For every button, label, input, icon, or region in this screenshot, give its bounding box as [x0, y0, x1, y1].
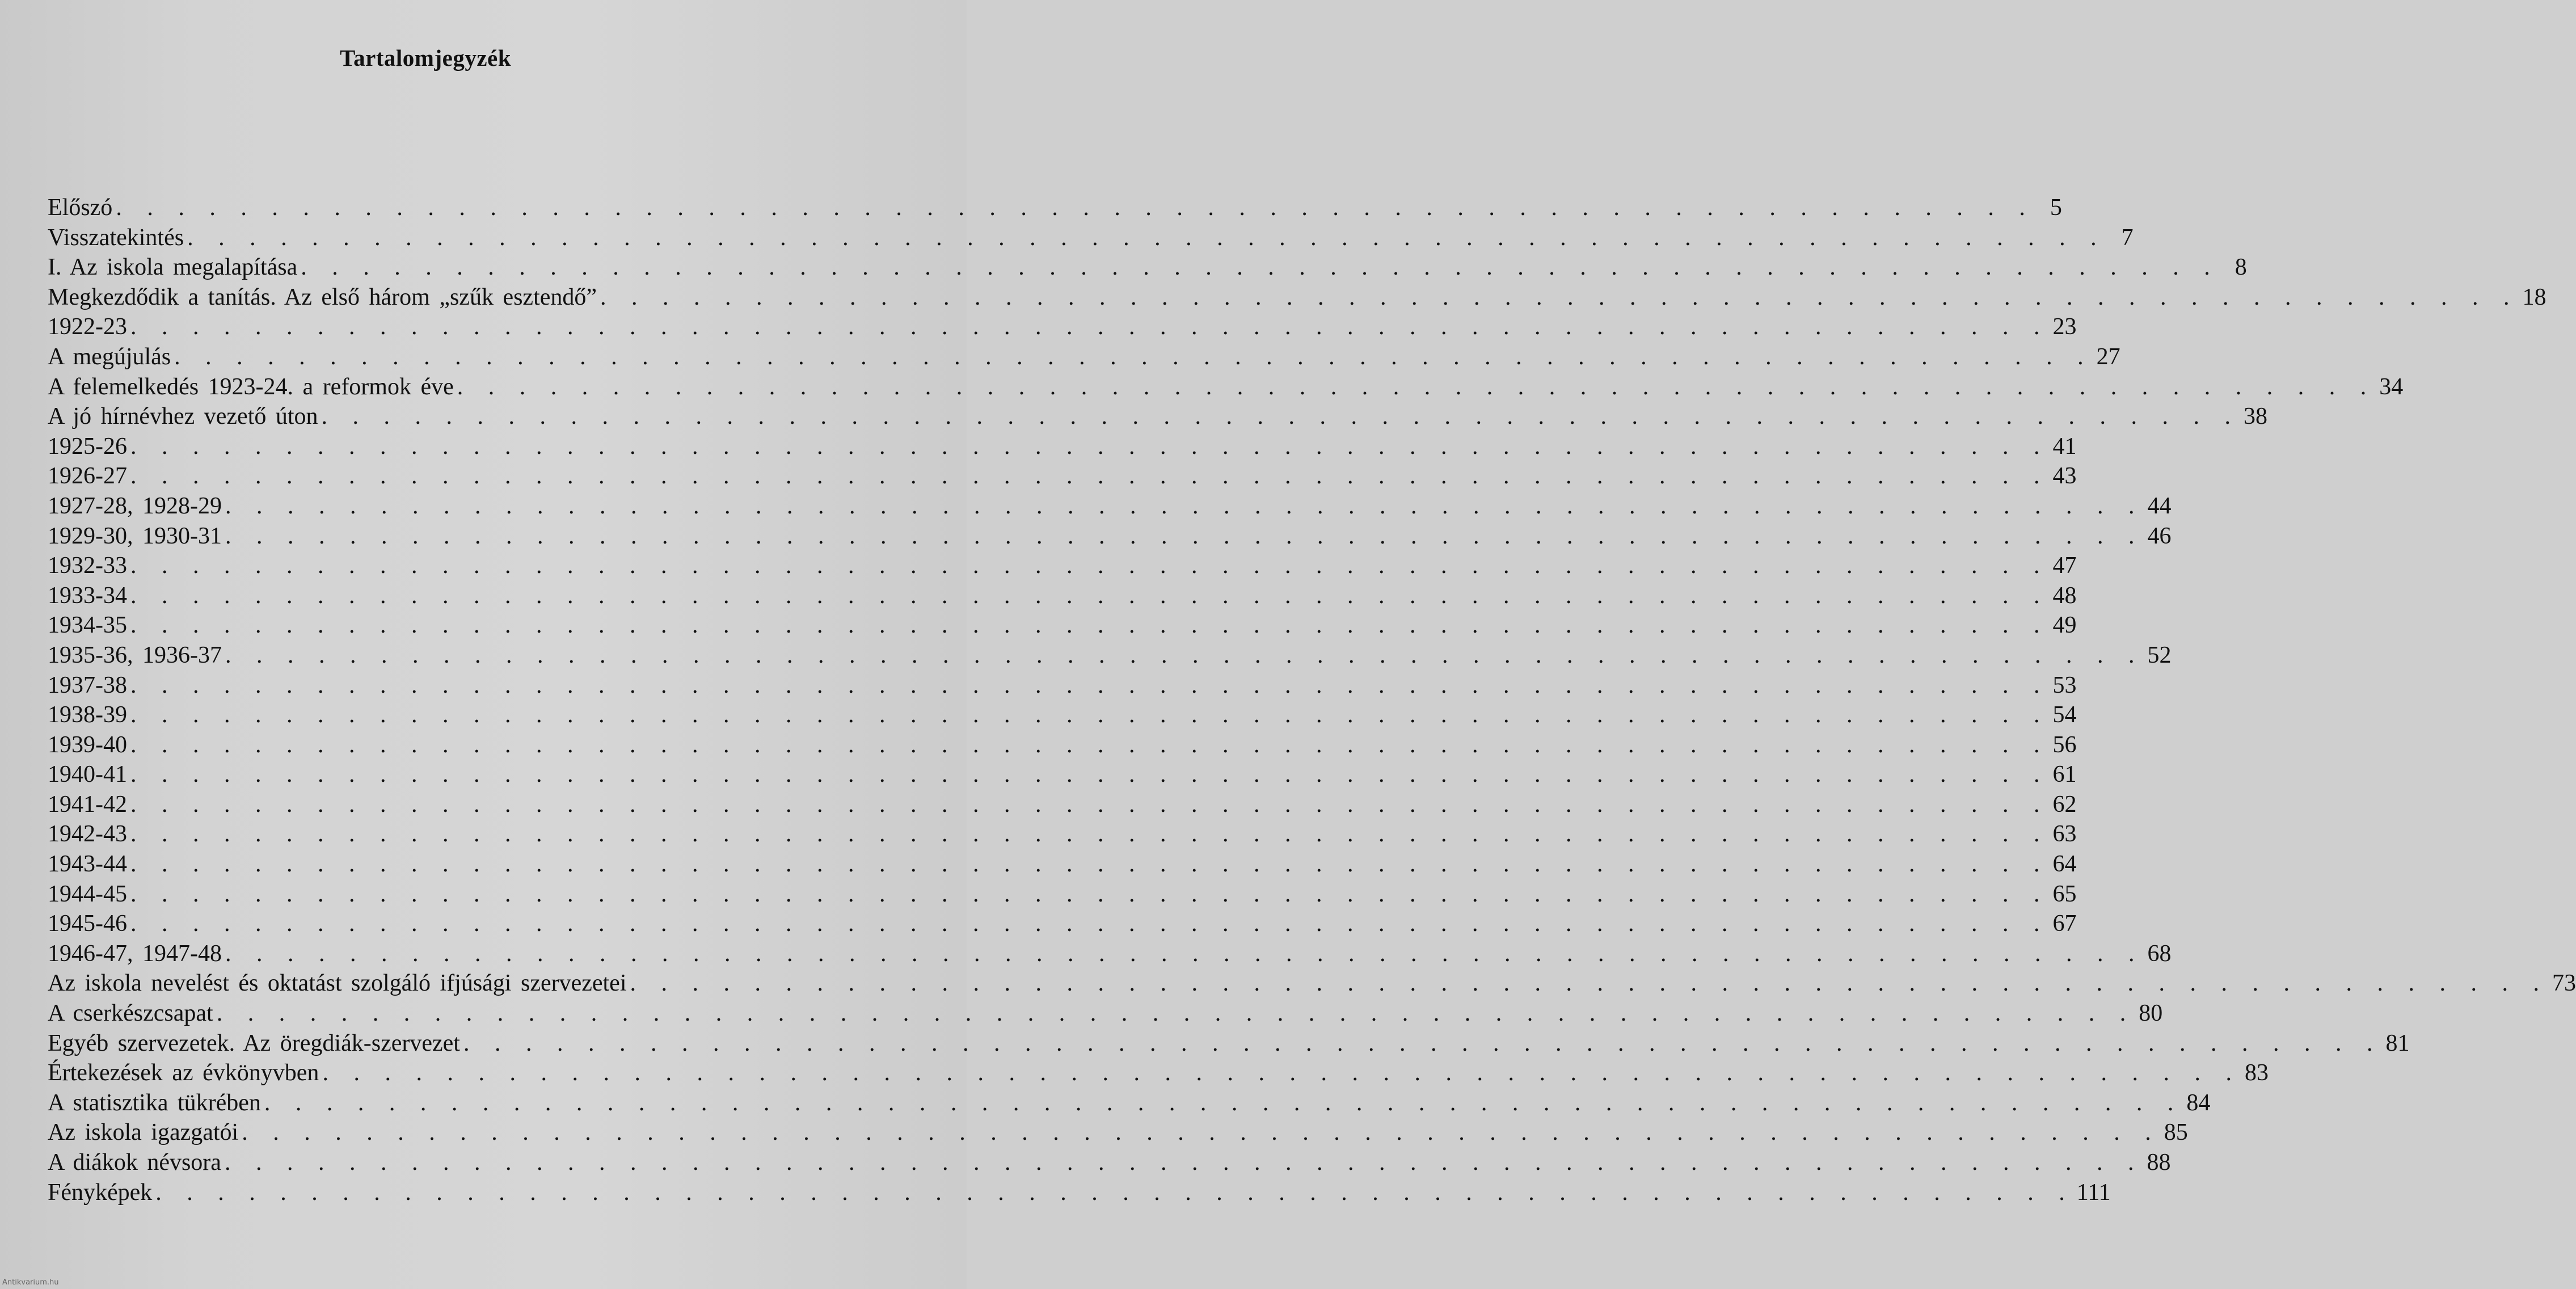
- toc-entry: [48, 193, 2062, 223]
- toc-page-number: 56: [2052, 731, 2077, 758]
- dot-leader: . . . . . . . . . . . . . . . . . . . . . . . . . . . . . . . . . . . . . . . . . . . . . . . . . . . . . . . . . . . . . .: [630, 970, 2549, 997]
- dot-leader: . . . . . . . . . . . . . . . . . . . . . . . . . . . . . . . . . . . . . . . . . . . . . . . . . . . . . . . . . . . . . .: [130, 553, 2050, 579]
- toc-entry-title: 1937-38: [48, 672, 127, 698]
- toc-page-number: 62: [2052, 791, 2077, 818]
- dot-leader: . . . . . . . . . . . . . . . . . . . . . . . . . . . . . . . . . . . . . . . . . . . . . . . . . . . . . . . . . . . . . .: [130, 821, 2050, 848]
- toc-page-number: 111: [2076, 1179, 2111, 1206]
- dot-leader: . . . . . . . . . . . . . . . . . . . . . . . . . . . . . . . . . . . . . . . . . . . . . . . . . . . . . . . . . . . . . .: [130, 851, 2050, 878]
- toc-page-number: 67: [2052, 911, 2077, 937]
- toc-page-number: 63: [2052, 821, 2077, 848]
- dot-leader: . . . . . . . . . . . . . . . . . . . . . . . . . . . . . . . . . . . . . . . . . . . . . . . . . . . . . . . . . . . . . .: [174, 343, 2093, 370]
- toc-entry: [48, 312, 2077, 342]
- toc-entry-title: Megkezdődik a tanítás. Az első három „szűk esztendő”: [48, 284, 597, 310]
- toc-entry-title: 1944-45: [48, 881, 127, 907]
- toc-entry: [48, 402, 2268, 432]
- toc-entry: [48, 521, 2172, 551]
- toc-entry-title: 1938-39: [48, 702, 127, 728]
- dot-leader: . . . . . . . . . . . . . . . . . . . . . . . . . . . . . . . . . . . . . . . . . . . . . . . . . . . . . . . . . . . . . .: [155, 1179, 2075, 1206]
- toc-page-number: 48: [2052, 582, 2077, 609]
- toc-entry: [48, 432, 2077, 462]
- dot-leader: . . . . . . . . . . . . . . . . . . . . . . . . . . . . . . . . . . . . . . . . . . . . . . . . . . . . . . . . . . . . . .: [225, 642, 2144, 668]
- toc-entry-title: A statisztika tükrében: [48, 1089, 261, 1116]
- toc-page-number: 88: [2147, 1149, 2171, 1176]
- dot-leader: . . . . . . . . . . . . . . . . . . . . . . . . . . . . . . . . . . . . . . . . . . . . . . . . . . . . . . . . . . . . . .: [225, 523, 2144, 549]
- toc-entry-title: Előszó: [48, 195, 113, 221]
- toc-entry: [48, 491, 2172, 521]
- dot-leader: . . . . . . . . . . . . . . . . . . . . . . . . . . . . . . . . . . . . . . . . . . . . . . . . . . . . . . . . . . . . . .: [600, 284, 2519, 310]
- toc-page-number: 52: [2147, 642, 2172, 668]
- toc-page-number: 54: [2052, 702, 2077, 728]
- toc-page-number: 80: [2139, 1000, 2163, 1027]
- toc-page-number: 65: [2052, 881, 2077, 907]
- dot-leader: . . . . . . . . . . . . . . . . . . . . . . . . . . . . . . . . . . . . . . . . . . . . . . . . . . . . . . . . . . . . . .: [130, 881, 2050, 907]
- toc-entry-title: A megújulás: [48, 343, 171, 370]
- toc-page-number: 61: [2052, 761, 2077, 788]
- toc-page-number: 46: [2147, 523, 2172, 549]
- toc-page-number: 41: [2052, 433, 2077, 460]
- toc-entry: [48, 879, 2077, 909]
- toc-entry-title: 1933-34: [48, 582, 127, 609]
- toc-page-number: 38: [2244, 403, 2268, 430]
- watermark: Antikvarium.hu: [2, 1278, 59, 1287]
- dot-leader: . . . . . . . . . . . . . . . . . . . . . . . . . . . . . . . . . . . . . . . . . . . . . . . . . . . . . . . . . . . . . .: [130, 582, 2050, 609]
- dot-leader: . . . . . . . . . . . . . . . . . . . . . . . . . . . . . . . . . . . . . . . . . . . . . . . . . . . . . . . . . . . . . .: [130, 731, 2050, 758]
- toc-entry: [48, 252, 2247, 283]
- dot-leader: . . . . . . . . . . . . . . . . . . . . . . . . . . . . . . . . . . . . . . . . . . . . . . . . . . . . . . . . . . . . . .: [130, 791, 2050, 818]
- toc-entry-title: 1932-33: [48, 553, 127, 579]
- dot-leader: . . . . . . . . . . . . . . . . . . . . . . . . . . . . . . . . . . . . . . . . . . . . . . . . . . . . . . . . . . . . . .: [242, 1119, 2161, 1146]
- dot-leader: . . . . . . . . . . . . . . . . . . . . . . . . . . . . . . . . . . . . . . . . . . . . . . . . . . . . . . . . . . . . . .: [264, 1089, 2183, 1116]
- dot-leader: . . . . . . . . . . . . . . . . . . . . . . . . . . . . . . . . . . . . . . . . . . . . . . . . . . . . . . . . . . . . . .: [130, 463, 2050, 490]
- toc-entry: [48, 1118, 2188, 1148]
- toc-entry: [48, 223, 2134, 253]
- toc-page-number: 7: [2121, 224, 2134, 251]
- dot-leader: . . . . . . . . . . . . . . . . . . . . . . . . . . . . . . . . . . . . . . . . . . . . . . . . . . . . . . . . . . . . . .: [457, 373, 2376, 400]
- toc-entry-title: Fényképek: [48, 1179, 153, 1206]
- toc-page-number: 18: [2522, 284, 2547, 310]
- dot-leader: . . . . . . . . . . . . . . . . . . . . . . . . . . . . . . . . . . . . . . . . . . . . . . . . . . . . . . . . . . . . . .: [225, 940, 2144, 967]
- toc-entry-title: 1942-43: [48, 821, 127, 848]
- toc-entry-title: 1927-28, 1928-29: [48, 492, 222, 519]
- toc-entry: [48, 283, 2547, 313]
- toc-entry-title: 1934-35: [48, 612, 127, 639]
- toc-entry: [48, 342, 2120, 372]
- toc-entry: [48, 581, 2077, 611]
- dot-leader: . . . . . . . . . . . . . . . . . . . . . . . . . . . . . . . . . . . . . . . . . . . . . . . . . . . . . . . . . . . . . .: [130, 612, 2050, 639]
- toc-entry: [48, 1148, 2171, 1178]
- toc-entry: [48, 730, 2077, 760]
- toc-entry-title: Visszatekintés: [48, 224, 184, 251]
- toc-entry-title: Az iskola igazgatói: [48, 1119, 239, 1146]
- toc-entry: [48, 372, 2404, 402]
- toc-entry: [48, 641, 2172, 671]
- table-of-contents: [48, 193, 2576, 1207]
- toc-entry-title: 1946-47, 1947-48: [48, 940, 222, 967]
- toc-entry: [48, 999, 2163, 1029]
- toc-entry-title: 1941-42: [48, 791, 127, 818]
- toc-entry-title: 1922-23: [48, 314, 127, 340]
- toc-page-number: 34: [2379, 373, 2404, 400]
- toc-entry: [48, 849, 2077, 879]
- toc-page-number: 49: [2052, 612, 2077, 639]
- toc-entry-title: 1925-26: [48, 433, 127, 460]
- toc-page-number: 83: [2244, 1060, 2269, 1086]
- toc-entry-title: Egyéb szervezetek. Az öregdiák-szervezet: [48, 1030, 460, 1056]
- toc-page-number: 47: [2052, 553, 2077, 579]
- toc-entry: [48, 909, 2077, 939]
- toc-entry-title: 1940-41: [48, 761, 127, 788]
- toc-page-number: 64: [2052, 851, 2077, 878]
- toc-page-number: 23: [2052, 314, 2077, 340]
- toc-entry: [48, 1088, 2211, 1118]
- dot-leader: . . . . . . . . . . . . . . . . . . . . . . . . . . . . . . . . . . . . . . . . . . . . . . . . . . . . . . . . . . . . . .: [187, 224, 2106, 251]
- dot-leader: . . . . . . . . . . . . . . . . . . . . . . . . . . . . . . . . . . . . . . . . . . . . . . . . . . . . . . . . . . . . . .: [463, 1030, 2383, 1056]
- dot-leader: . . . . . . . . . . . . . . . . . . . . . . . . . . . . . . . . . . . . . . . . . . . . . . . . . . . . . . . . . . . . . .: [116, 195, 2035, 221]
- dot-leader: . . . . . . . . . . . . . . . . . . . . . . . . . . . . . . . . . . . . . . . . . . . . . . . . . . . . . . . . . . . . . .: [216, 1000, 2136, 1027]
- dot-leader: . . . . . . . . . . . . . . . . . . . . . . . . . . . . . . . . . . . . . . . . . . . . . . . . . . . . . . . . . . . . . .: [130, 672, 2050, 698]
- toc-entry: [48, 461, 2077, 491]
- toc-page-number: 8: [2234, 254, 2247, 281]
- toc-entry-title: A cserkészcsapat: [48, 1000, 213, 1027]
- toc-page-number: 68: [2147, 940, 2172, 967]
- toc-page-number: 43: [2052, 463, 2077, 490]
- toc-entry: [48, 760, 2077, 790]
- toc-entry: [48, 610, 2077, 641]
- toc-page-number: 81: [2385, 1030, 2410, 1056]
- toc-entry-title: Az iskola nevelést és oktatást szolgáló ifjúsági szervezetei: [48, 970, 627, 997]
- toc-entry-title: A diákok névsora: [48, 1149, 221, 1176]
- dot-leader: . . . . . . . . . . . . . . . . . . . . . . . . . . . . . . . . . . . . . . . . . . . . . . . . . . . . . . . . . . . . . .: [130, 702, 2050, 728]
- toc-entry: [48, 1058, 2269, 1088]
- toc-page-number: 53: [2052, 672, 2077, 698]
- toc-entry: [48, 968, 2576, 999]
- toc-page-number: 73: [2552, 970, 2576, 997]
- dot-leader: . . . . . . . . . . . . . . . . . . . . . . . . . . . . . . . . . . . . . . . . . . . . . . . . . . . . . . . . . . . . . .: [130, 911, 2050, 937]
- dot-leader: . . . . . . . . . . . . . . . . . . . . . . . . . . . . . . . . . . . . . . . . . . . . . . . . . . . . . . . . . . . . . .: [225, 492, 2144, 519]
- dot-leader: . . . . . . . . . . . . . . . . . . . . . . . . . . . . . . . . . . . . . . . . . . . . . . . . . . . . . . . . . . . . . .: [130, 433, 2050, 460]
- toc-entry-title: 1935-36, 1936-37: [48, 642, 222, 668]
- toc-entry: [48, 551, 2077, 581]
- dot-leader: . . . . . . . . . . . . . . . . . . . . . . . . . . . . . . . . . . . . . . . . . . . . . . . . . . . . . . . . . . . . . .: [130, 761, 2050, 788]
- toc-entry-title: 1926-27: [48, 463, 127, 490]
- toc-page-number: 27: [2096, 343, 2120, 370]
- toc-entry-title: I. Az iskola megalapítása: [48, 254, 298, 281]
- toc-entry: [48, 1178, 2111, 1208]
- toc-page-number: 84: [2186, 1089, 2211, 1116]
- toc-entry-title: 1943-44: [48, 851, 127, 878]
- dot-leader: . . . . . . . . . . . . . . . . . . . . . . . . . . . . . . . . . . . . . . . . . . . . . . . . . . . . . . . . . . . . . .: [224, 1149, 2144, 1176]
- toc-entry: [48, 939, 2172, 969]
- toc-page-number: 44: [2147, 492, 2172, 519]
- dot-leader: . . . . . . . . . . . . . . . . . . . . . . . . . . . . . . . . . . . . . . . . . . . . . . . . . . . . . . . . . . . . . .: [322, 1060, 2241, 1086]
- toc-page-number: 85: [2164, 1119, 2188, 1146]
- dot-leader: . . . . . . . . . . . . . . . . . . . . . . . . . . . . . . . . . . . . . . . . . . . . . . . . . . . . . . . . . . . . . .: [130, 314, 2050, 340]
- dot-leader: . . . . . . . . . . . . . . . . . . . . . . . . . . . . . . . . . . . . . . . . . . . . . . . . . . . . . . . . . . . . . .: [301, 254, 2220, 281]
- page-title: Tartalomjegyzék: [339, 45, 512, 71]
- toc-entry: [48, 671, 2077, 701]
- toc-entry: [48, 819, 2077, 849]
- toc-page-number: 5: [2050, 195, 2062, 221]
- toc-entry-title: 1945-46: [48, 911, 127, 937]
- toc-entry-title: A jó hírnévhez vezető úton: [48, 403, 318, 430]
- toc-entry: [48, 790, 2077, 820]
- toc-entry-title: A felemelkedés 1923-24. a reformok éve: [48, 373, 454, 400]
- toc-entry-title: 1929-30, 1930-31: [48, 523, 222, 549]
- toc-entry-title: 1939-40: [48, 731, 127, 758]
- dot-leader: . . . . . . . . . . . . . . . . . . . . . . . . . . . . . . . . . . . . . . . . . . . . . . . . . . . . . . . . . . . . . .: [321, 403, 2241, 430]
- toc-entry: [48, 700, 2077, 730]
- toc-entry-title: Értekezések az évkönyvben: [48, 1060, 319, 1086]
- toc-entry: [48, 1029, 2410, 1059]
